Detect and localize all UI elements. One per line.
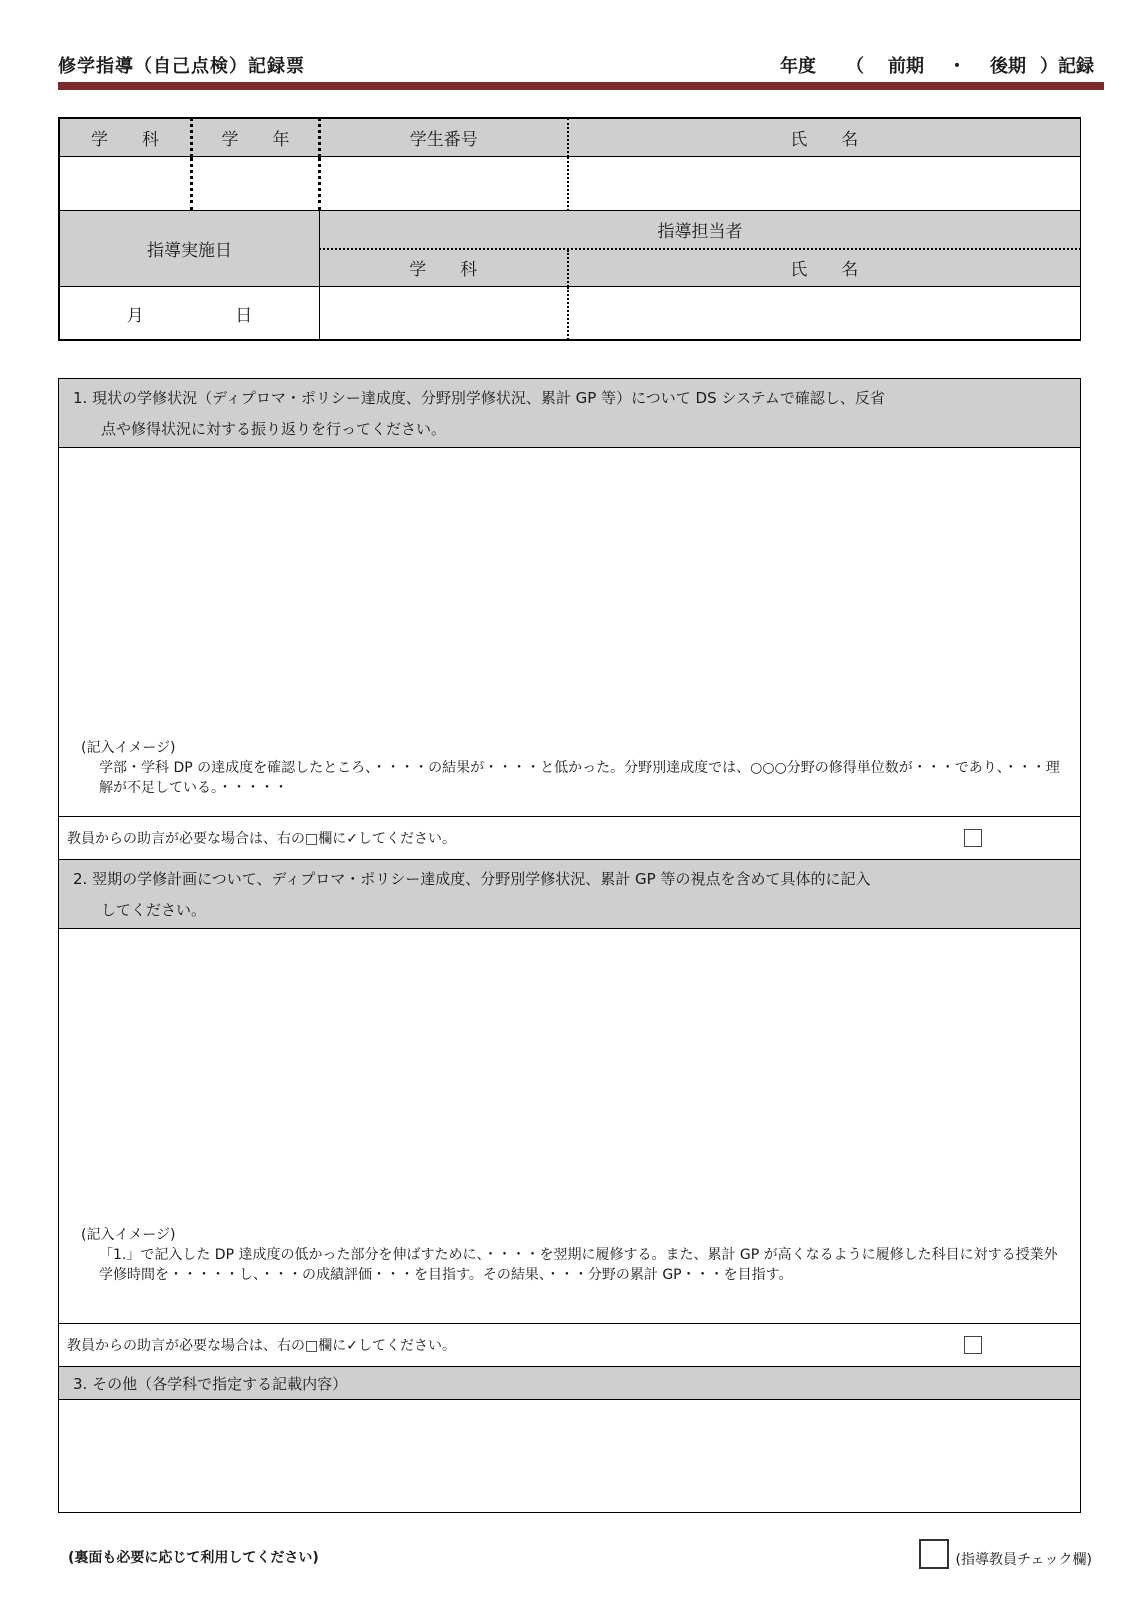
supervisor-department-label: 学 科: [320, 249, 568, 287]
student-number-field[interactable]: [320, 157, 568, 211]
form-title: 修学指導（自己点検）記録票: [58, 56, 305, 77]
instructor-check-area: [919, 1539, 1092, 1569]
section-3-heading-line1: 3. その他（各学科で指定する記載内容）: [73, 1375, 348, 1393]
header-name: 氏 名: [568, 119, 1081, 157]
section-1-advice-text: 教員からの助言が必要な場合は、右の□欄に✓してください。: [67, 831, 456, 847]
term-record-label: [780, 52, 1094, 78]
section-1-heading-line2: 点や修得状況に対する振り返りを行ってください。: [101, 420, 447, 438]
header-grade: 学 年: [192, 119, 320, 157]
supervisor-label: 指導担当者: [320, 211, 1081, 249]
section-2-heading: [59, 860, 1080, 929]
term-first-half: 前期: [888, 56, 924, 77]
section-2-textarea[interactable]: [59, 929, 1080, 1324]
month-label: 月: [126, 305, 144, 326]
name-field[interactable]: [568, 157, 1081, 211]
header-department: 学 科: [60, 119, 192, 157]
section-2-heading-line1: 2. 翌期の学修計画について、ディプロマ・ポリシー達成度、分野別学修状況、累計 GP 等の視点を含めて具体的に記入: [73, 870, 871, 888]
section-1-advice-checkbox[interactable]: [964, 829, 982, 847]
section-1-heading: [59, 379, 1080, 448]
section-3-textarea[interactable]: [59, 1400, 1080, 1512]
header-student-number: 学生番号: [320, 119, 568, 157]
section-2-advice-row: [59, 1324, 1080, 1367]
guidance-date-label: 指導実施日: [60, 211, 320, 287]
instructor-check-label: (指導教員チェック欄): [955, 1552, 1092, 1568]
supervisor-name-label: 氏 名: [568, 249, 1081, 287]
supervisor-name-field[interactable]: [568, 287, 1081, 340]
section-2-example-label: (記入イメージ): [81, 1227, 176, 1243]
section-2-advice-checkbox[interactable]: [964, 1336, 982, 1354]
self-check-form: [58, 378, 1081, 1513]
guidance-date-field[interactable]: [60, 287, 320, 340]
term-year-label: 年度: [780, 56, 816, 77]
reverse-side-note: (裏面も必要に応じて利用してください): [68, 1550, 319, 1566]
section-3-heading: [59, 1367, 1080, 1400]
term-close-record: ）記録: [1040, 56, 1094, 77]
instructor-check-box[interactable]: [919, 1539, 949, 1569]
term-second-half: 後期: [990, 56, 1026, 77]
term-open-paren: （: [846, 56, 864, 77]
section-1-heading-line1: 1. 現状の学修状況（ディプロマ・ポリシー達成度、分野別学修状況、累計 GP 等）について DS システムで確認し、反省: [73, 389, 885, 407]
section-2-example-text: 「1.」で記入した DP 達成度の低かった部分を伸ばすために、・・・・を翌期に履修する。また、累計 GP が高くなるように履修した科目に対する授業外学修時間を・・・・・し、・・・の成績評価・・・を目指す。その結果、・・・分野の累計 GP・・・を目指す。: [99, 1247, 1058, 1283]
term-separator: ・: [948, 56, 966, 77]
section-1-example: [81, 738, 1068, 798]
day-label: 日: [235, 305, 253, 326]
section-1-advice-row: [59, 817, 1080, 860]
department-field[interactable]: [60, 157, 192, 211]
grade-field[interactable]: [192, 157, 320, 211]
supervisor-department-field[interactable]: [320, 287, 568, 340]
section-1-example-text: 学部・学科 DP の達成度を確認したところ、・・・・の結果が・・・・と低かった。分野別達成度では、○○○分野の修得単位数が・・・であり、・・・理解が不足している。・・・・・: [99, 760, 1060, 796]
student-info-table: [58, 117, 1081, 341]
section-1-example-label: (記入イメージ): [81, 740, 176, 756]
section-2-heading-line2: してください。: [101, 901, 207, 919]
section-2-example: [81, 1225, 1068, 1285]
section-2-advice-text: 教員からの助言が必要な場合は、右の□欄に✓してください。: [67, 1338, 456, 1354]
section-1-textarea[interactable]: [59, 448, 1080, 817]
header-rule: [58, 82, 1104, 90]
